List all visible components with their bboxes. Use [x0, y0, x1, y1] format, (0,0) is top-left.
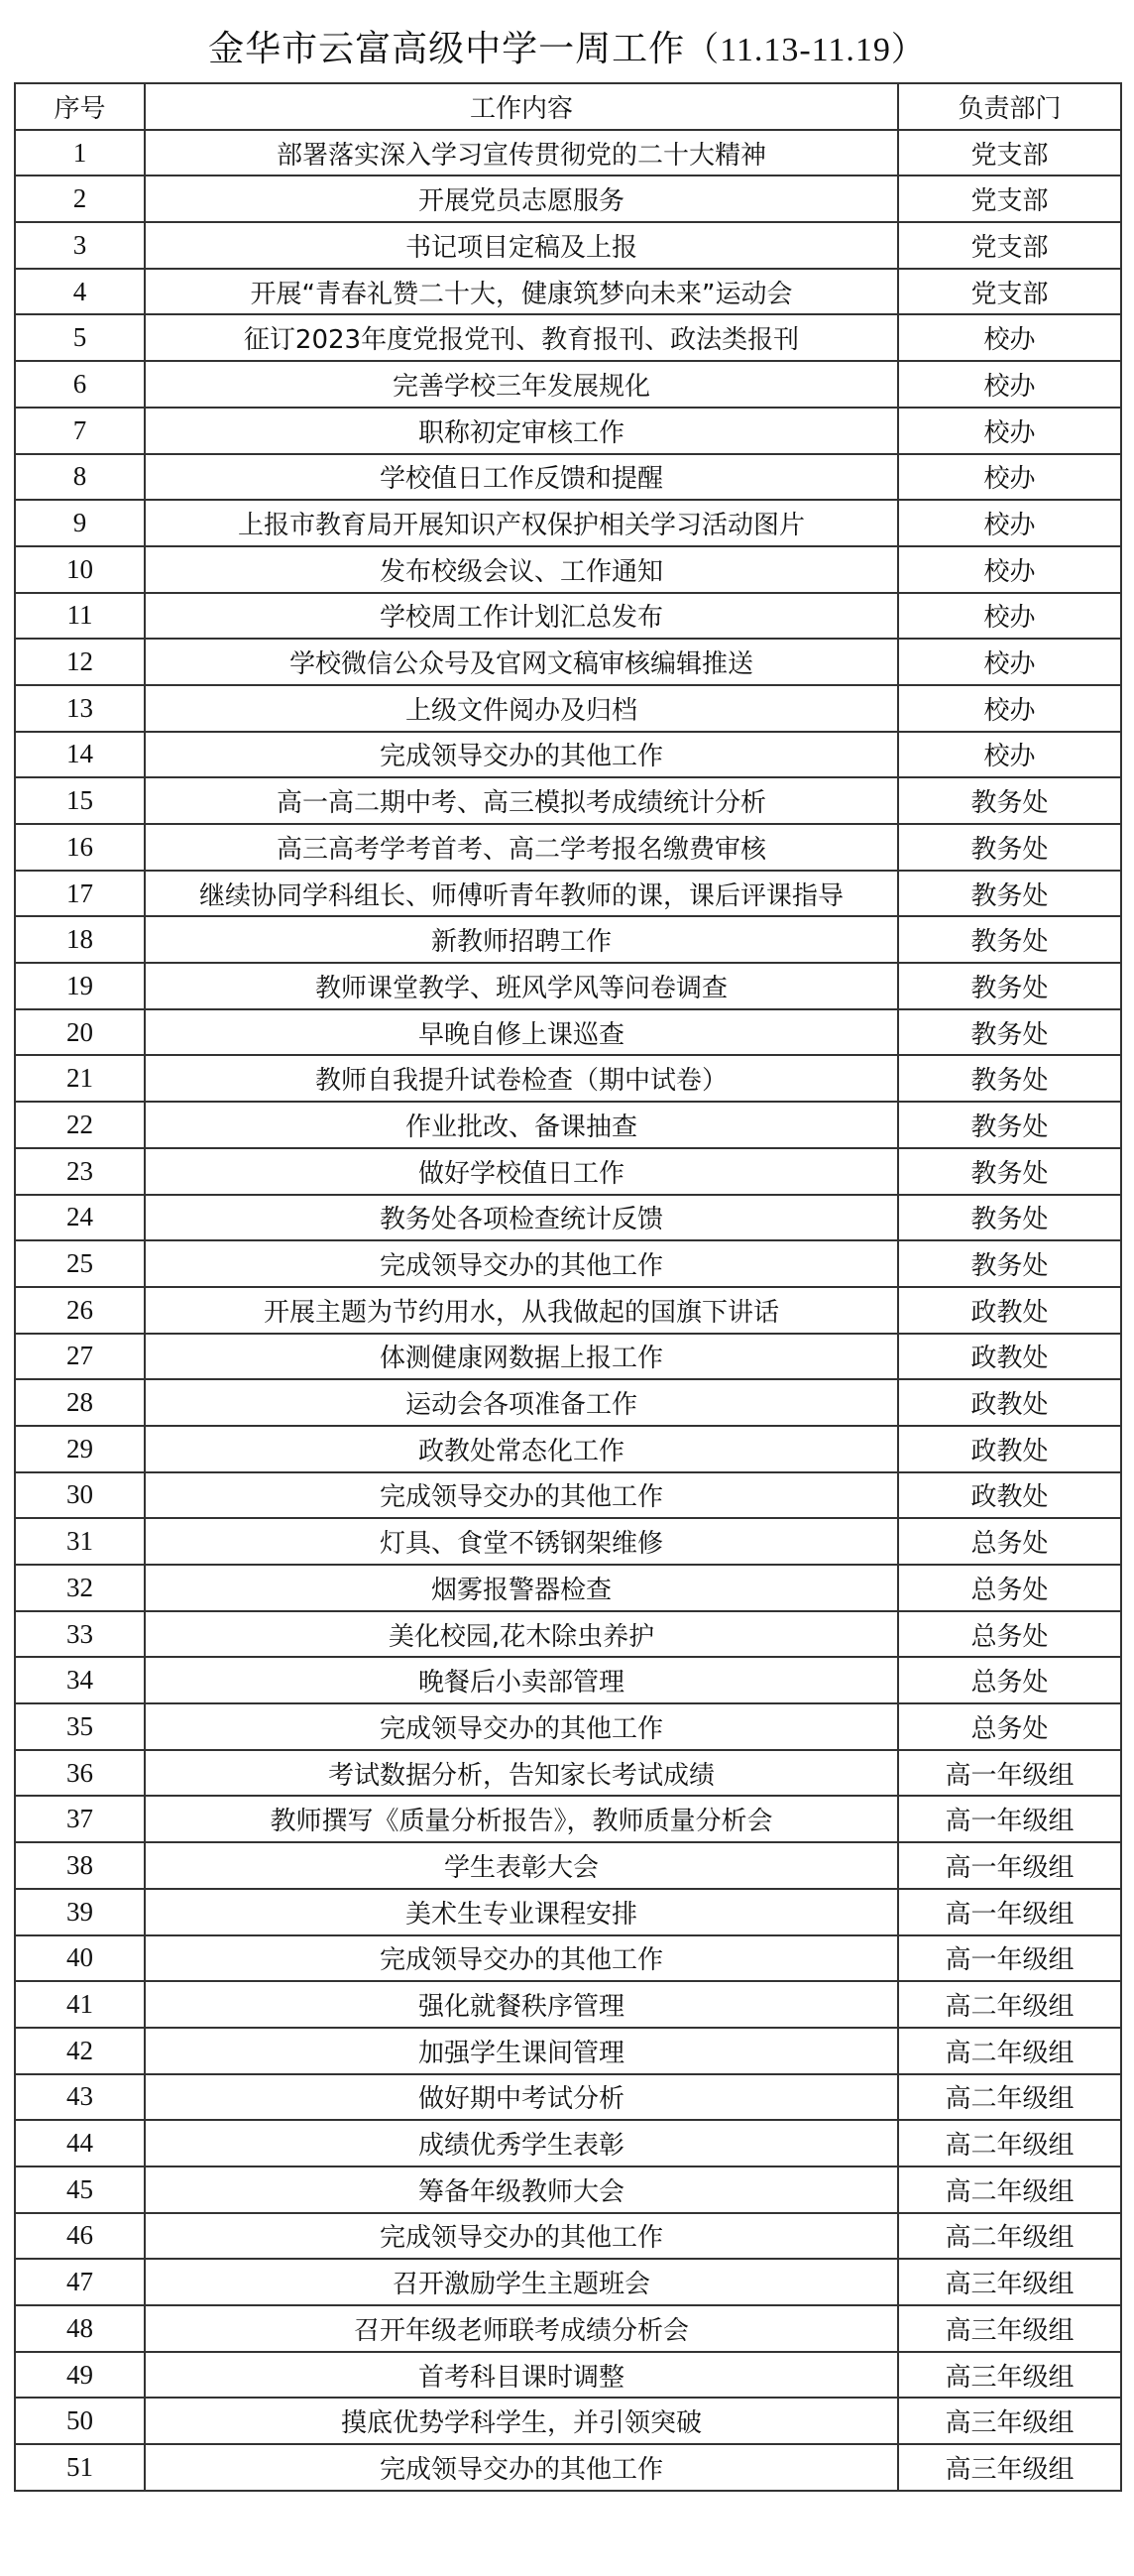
row-number: 24: [15, 1195, 145, 1241]
row-department: 教务处: [898, 1240, 1121, 1287]
row-work-content: 部署落实深入学习宣传贯彻党的二十大精神: [145, 130, 898, 176]
row-number: 42: [15, 2028, 145, 2074]
header-content: 工作内容: [145, 83, 898, 130]
row-work-content: 征订2023年度党报党刊、教育报刊、政法类报刊: [145, 314, 898, 361]
row-department: 教务处: [898, 871, 1121, 917]
row-number: 2: [15, 176, 145, 222]
row-work-content: 完成领导交办的其他工作: [145, 1472, 898, 1519]
table-row: [15, 1518, 1121, 1565]
row-number: 40: [15, 1935, 145, 1982]
row-work-content: 高一高二期中考、高三模拟考成绩统计分析: [145, 777, 898, 824]
row-department: 高二年级组: [898, 2166, 1121, 2213]
row-department: 校办: [898, 639, 1121, 685]
row-work-content: 晚餐后小卖部管理: [145, 1657, 898, 1703]
row-department: 校办: [898, 314, 1121, 361]
table-row: [15, 1889, 1121, 1935]
row-number: 27: [15, 1334, 145, 1380]
row-number: 22: [15, 1102, 145, 1148]
table-row: [15, 1426, 1121, 1472]
row-department: 教务处: [898, 963, 1121, 1009]
row-number: 49: [15, 2352, 145, 2399]
row-work-content: 成绩优秀学生表彰: [145, 2120, 898, 2166]
row-number: 9: [15, 500, 145, 546]
table-row: [15, 454, 1121, 501]
table-row: [15, 2444, 1121, 2491]
row-number: 51: [15, 2444, 145, 2491]
row-department: 政教处: [898, 1379, 1121, 1426]
row-number: 29: [15, 1426, 145, 1472]
row-number: 38: [15, 1842, 145, 1889]
row-department: 高二年级组: [898, 2028, 1121, 2074]
row-number: 12: [15, 639, 145, 685]
row-work-content: 教务处各项检查统计反馈: [145, 1195, 898, 1241]
row-number: 28: [15, 1379, 145, 1426]
row-work-content: 美术生专业课程安排: [145, 1889, 898, 1935]
row-number: 26: [15, 1287, 145, 1334]
row-number: 13: [15, 685, 145, 732]
table-row: [15, 1148, 1121, 1195]
row-number: 7: [15, 408, 145, 454]
row-work-content: 早晚自修上课巡查: [145, 1009, 898, 1056]
row-work-content: 上级文件阅办及归档: [145, 685, 898, 732]
row-department: 教务处: [898, 777, 1121, 824]
row-work-content: 政教处常态化工作: [145, 1426, 898, 1472]
row-work-content: 开展主题为节约用水，从我做起的国旗下讲话: [145, 1287, 898, 1334]
table-row: [15, 2213, 1121, 2260]
table-row: [15, 1240, 1121, 1287]
row-work-content: 考试数据分析，告知家长考试成绩: [145, 1750, 898, 1797]
row-work-content: 职称初定审核工作: [145, 408, 898, 454]
row-department: 高一年级组: [898, 1750, 1121, 1797]
table-row: [15, 685, 1121, 732]
row-department: 总务处: [898, 1703, 1121, 1750]
row-number: 44: [15, 2120, 145, 2166]
table-row: [15, 593, 1121, 640]
table-row: [15, 1981, 1121, 2028]
row-number: 19: [15, 963, 145, 1009]
table-row: [15, 1055, 1121, 1102]
row-department: 高一年级组: [898, 1889, 1121, 1935]
row-department: 高三年级组: [898, 2305, 1121, 2352]
row-work-content: 高三高考学考首考、高二学考报名缴费审核: [145, 824, 898, 871]
row-number: 33: [15, 1611, 145, 1658]
table-row: [15, 777, 1121, 824]
row-number: 32: [15, 1565, 145, 1611]
table-row: [15, 2352, 1121, 2399]
row-department: 政教处: [898, 1287, 1121, 1334]
row-work-content: 新教师招聘工作: [145, 916, 898, 963]
row-work-content: 完成领导交办的其他工作: [145, 2213, 898, 2260]
row-work-content: 学生表彰大会: [145, 1842, 898, 1889]
row-number: 43: [15, 2074, 145, 2121]
row-number: 4: [15, 269, 145, 315]
row-work-content: 继续协同学科组长、师傅听青年教师的课，课后评课指导: [145, 871, 898, 917]
row-number: 1: [15, 130, 145, 176]
row-number: 48: [15, 2305, 145, 2352]
row-work-content: 体测健康网数据上报工作: [145, 1334, 898, 1380]
row-work-content: 完成领导交办的其他工作: [145, 1240, 898, 1287]
header-department: 负责部门: [898, 83, 1121, 130]
row-work-content: 学校微信公众号及官网文稿审核编辑推送: [145, 639, 898, 685]
row-department: 高三年级组: [898, 2259, 1121, 2305]
table-row: [15, 1102, 1121, 1148]
row-work-content: 召开年级老师联考成绩分析会: [145, 2305, 898, 2352]
table-row: [15, 546, 1121, 593]
row-department: 校办: [898, 593, 1121, 640]
row-work-content: 做好期中考试分析: [145, 2074, 898, 2121]
row-work-content: 摸底优势学科学生，并引领突破: [145, 2398, 898, 2444]
row-work-content: 学校周工作计划汇总发布: [145, 593, 898, 640]
row-number: 8: [15, 454, 145, 501]
row-number: 11: [15, 593, 145, 640]
table-row: [15, 2028, 1121, 2074]
table-row: [15, 1334, 1121, 1380]
row-number: 37: [15, 1796, 145, 1842]
table-body: [15, 130, 1121, 2491]
header-number: 序号: [15, 83, 145, 130]
row-department: 教务处: [898, 1055, 1121, 1102]
row-department: 校办: [898, 500, 1121, 546]
row-work-content: 烟雾报警器检查: [145, 1565, 898, 1611]
row-number: 39: [15, 1889, 145, 1935]
table-row: [15, 1703, 1121, 1750]
row-work-content: 完成领导交办的其他工作: [145, 2444, 898, 2491]
row-department: 党支部: [898, 269, 1121, 315]
table-row: [15, 1009, 1121, 1056]
table-row: [15, 916, 1121, 963]
row-work-content: 书记项目定稿及上报: [145, 222, 898, 269]
table-row: [15, 130, 1121, 176]
row-work-content: 教师撰写《质量分析报告》，教师质量分析会: [145, 1796, 898, 1842]
row-department: 党支部: [898, 130, 1121, 176]
row-department: 校办: [898, 361, 1121, 408]
table-row: [15, 2120, 1121, 2166]
row-department: 总务处: [898, 1611, 1121, 1658]
row-number: 36: [15, 1750, 145, 1797]
row-number: 14: [15, 732, 145, 778]
row-number: 16: [15, 824, 145, 871]
row-number: 41: [15, 1981, 145, 2028]
table-header-row: [15, 83, 1121, 130]
table-row: [15, 2074, 1121, 2121]
row-number: 34: [15, 1657, 145, 1703]
table-row: [15, 1935, 1121, 1982]
table-row: [15, 1472, 1121, 1519]
table-row: [15, 408, 1121, 454]
table-row: [15, 1287, 1121, 1334]
row-work-content: 发布校级会议、工作通知: [145, 546, 898, 593]
row-number: 21: [15, 1055, 145, 1102]
row-number: 6: [15, 361, 145, 408]
row-department: 校办: [898, 454, 1121, 501]
row-work-content: 灯具、食堂不锈钢架维修: [145, 1518, 898, 1565]
row-department: 高二年级组: [898, 2074, 1121, 2121]
row-department: 教务处: [898, 1195, 1121, 1241]
row-department: 党支部: [898, 176, 1121, 222]
row-department: 教务处: [898, 824, 1121, 871]
table-row: [15, 1796, 1121, 1842]
row-department: 校办: [898, 732, 1121, 778]
table-row: [15, 2398, 1121, 2444]
table-row: [15, 2166, 1121, 2213]
row-work-content: 教师自我提升试卷检查（期中试卷）: [145, 1055, 898, 1102]
row-department: 高二年级组: [898, 1981, 1121, 2028]
row-work-content: 首考科目课时调整: [145, 2352, 898, 2399]
row-work-content: 美化校园,花木除虫养护: [145, 1611, 898, 1658]
row-department: 教务处: [898, 1102, 1121, 1148]
row-work-content: 召开激励学生主题班会: [145, 2259, 898, 2305]
row-work-content: 教师课堂教学、班风学风等问卷调查: [145, 963, 898, 1009]
row-department: 高一年级组: [898, 1796, 1121, 1842]
row-number: 45: [15, 2166, 145, 2213]
row-work-content: 开展“青春礼赞二十大，健康筑梦向未来”运动会: [145, 269, 898, 315]
row-work-content: 完成领导交办的其他工作: [145, 1935, 898, 1982]
row-work-content: 完成领导交办的其他工作: [145, 1703, 898, 1750]
table-row: [15, 1842, 1121, 1889]
table-row: [15, 1565, 1121, 1611]
row-number: 18: [15, 916, 145, 963]
table-row: [15, 1379, 1121, 1426]
row-department: 教务处: [898, 1148, 1121, 1195]
row-number: 3: [15, 222, 145, 269]
row-number: 23: [15, 1148, 145, 1195]
row-work-content: 运动会各项准备工作: [145, 1379, 898, 1426]
row-department: 党支部: [898, 222, 1121, 269]
row-department: 政教处: [898, 1426, 1121, 1472]
row-number: 10: [15, 546, 145, 593]
row-department: 总务处: [898, 1565, 1121, 1611]
title-text: 金华市云富高级中学一周工作: [208, 29, 686, 69]
row-number: 31: [15, 1518, 145, 1565]
table-row: [15, 1750, 1121, 1797]
row-department: 高二年级组: [898, 2213, 1121, 2260]
row-department: 总务处: [898, 1657, 1121, 1703]
row-department: 高三年级组: [898, 2352, 1121, 2399]
row-work-content: 上报市教育局开展知识产权保护相关学习活动图片: [145, 500, 898, 546]
row-number: 35: [15, 1703, 145, 1750]
row-work-content: 做好学校值日工作: [145, 1148, 898, 1195]
document-title: [0, 22, 1134, 77]
row-department: 政教处: [898, 1334, 1121, 1380]
table-row: [15, 1657, 1121, 1703]
row-work-content: 作业批改、备课抽查: [145, 1102, 898, 1148]
row-department: 校办: [898, 546, 1121, 593]
row-number: 46: [15, 2213, 145, 2260]
row-work-content: 完成领导交办的其他工作: [145, 732, 898, 778]
table-row: [15, 1611, 1121, 1658]
table-row: [15, 176, 1121, 222]
row-work-content: 筹备年级教师大会: [145, 2166, 898, 2213]
row-number: 25: [15, 1240, 145, 1287]
table-row: [15, 361, 1121, 408]
row-department: 教务处: [898, 916, 1121, 963]
row-number: 47: [15, 2259, 145, 2305]
table-row: [15, 1195, 1121, 1241]
row-work-content: 强化就餐秩序管理: [145, 1981, 898, 2028]
title-date-range: （11.13-11.19）: [685, 32, 926, 68]
table-row: [15, 269, 1121, 315]
table-row: [15, 963, 1121, 1009]
row-number: 50: [15, 2398, 145, 2444]
weekly-work-table: [14, 82, 1122, 2492]
table-row: [15, 2259, 1121, 2305]
row-department: 高三年级组: [898, 2398, 1121, 2444]
row-department: 高一年级组: [898, 1935, 1121, 1982]
row-department: 教务处: [898, 1009, 1121, 1056]
table-row: [15, 824, 1121, 871]
table-row: [15, 2305, 1121, 2352]
row-number: 30: [15, 1472, 145, 1519]
row-department: 高一年级组: [898, 1842, 1121, 1889]
table-row: [15, 639, 1121, 685]
row-department: 校办: [898, 408, 1121, 454]
table-row: [15, 314, 1121, 361]
row-work-content: 完善学校三年发展规化: [145, 361, 898, 408]
row-work-content: 学校值日工作反馈和提醒: [145, 454, 898, 501]
row-number: 17: [15, 871, 145, 917]
row-number: 5: [15, 314, 145, 361]
row-department: 校办: [898, 685, 1121, 732]
table-row: [15, 500, 1121, 546]
row-number: 15: [15, 777, 145, 824]
row-work-content: 开展党员志愿服务: [145, 176, 898, 222]
table-row: [15, 871, 1121, 917]
table-row: [15, 222, 1121, 269]
row-work-content: 加强学生课间管理: [145, 2028, 898, 2074]
row-department: 总务处: [898, 1518, 1121, 1565]
row-department: 政教处: [898, 1472, 1121, 1519]
table-row: [15, 732, 1121, 778]
row-department: 高二年级组: [898, 2120, 1121, 2166]
row-department: 高三年级组: [898, 2444, 1121, 2491]
row-number: 20: [15, 1009, 145, 1056]
